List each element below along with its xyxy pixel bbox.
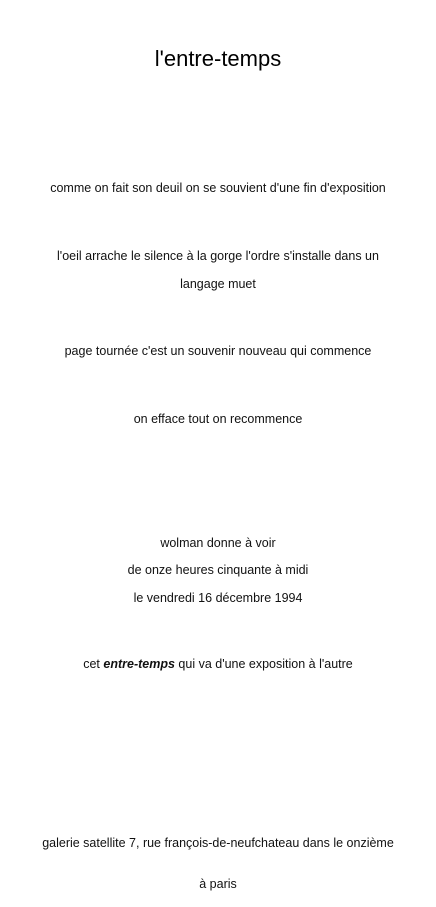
closing-suffix: qui va d'une exposition à l'autre — [174, 657, 353, 671]
event-line-3: le vendredi 16 décembre 1994 — [133, 591, 303, 605]
closing-line — [0, 656, 436, 672]
stanza-3: page tournée c'est un souvenir nouveau qui commence — [64, 344, 372, 358]
location-city: à paris — [199, 877, 237, 891]
event-line-1: wolman donne à voir — [160, 536, 276, 550]
location-address: galerie satellite 7, rue françois-de-neufchateau dans le onzième — [42, 836, 394, 850]
stanza-2-line-2: langage muet — [180, 277, 256, 291]
closing-prefix: cet — [83, 657, 104, 671]
page-title: l'entre-temps — [154, 46, 282, 71]
stanza-1: comme on fait son deuil on se souvient d'une fin d'exposition — [50, 181, 386, 195]
event-line-2: de onze heures cinquante à midi — [127, 563, 309, 577]
stanza-4: on efface tout on recommence — [133, 412, 303, 426]
stanza-2-line-1: l'oeil arrache le silence à la gorge l'ordre s'installe dans un — [57, 249, 379, 263]
closing-emphasis: entre-temps — [103, 657, 175, 671]
